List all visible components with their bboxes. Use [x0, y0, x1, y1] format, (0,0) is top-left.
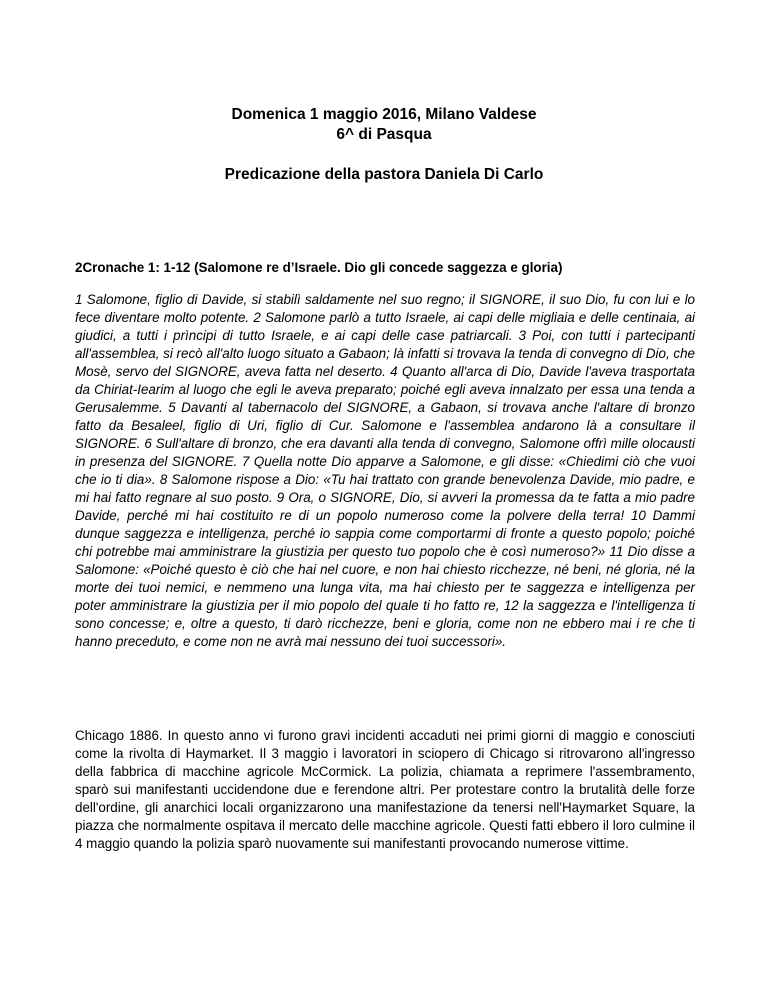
page-subtitle-preacher: Predicazione della pastora Daniela Di Carlo — [224, 166, 544, 183]
sermon-paragraph: Chicago 1886. In questo anno vi furono gravi incidenti accaduti nei primi giorni di maggio e conosciuti come la rivolta di Haymarket. Il 3 maggio i lavoratori in sciopero di Chicago si ritrovarono all'ingresso della fabbrica di macchine agricole McCormick. La polizia, chiamata a reprimere l'assembramento, sparò sui manifestanti uccidendone due e ferendone altri. Per protestare contro la brutalità delle forze dell'ordine, gli anarchici locali organizzarono una manifestazione da tenersi nell'Haymarket Square, la piazza che normalmente ospitava il mercato delle macchine agricole. Questi fatti ebbero il loro culmine il 4 maggio quando la polizia sparò nuovamente sui manifestanti provocando numerose vittime. — [75, 728, 695, 851]
passage-heading: 2Cronache 1: 1-12 (Salomone re d’Israele. Dio gli concede saggezza e gloria) — [75, 260, 563, 275]
page-subtitle-sunday: 6^ di Pasqua — [336, 126, 432, 143]
page-title-date: Domenica 1 maggio 2016, Milano Valdese — [231, 106, 537, 123]
scripture-passage: 1 Salomone, figlio di Davide, si stabilì saldamente nel suo regno; il SIGNORE, il suo Dio, fu con lui e lo fece diventare molto potente. 2 Salomone parlò a tutto Israele, ai capi delle migliaia e delle centinaia, ai giudici, a tutti i prìncipi di tutto Israele, e ai capi delle case patriarcali. 3 Poi, con tutti i partecipanti all'assemblea, si recò all'alto luogo situato a Gabaon; là infatti si trovava la tenda di convegno di Dio, che Mosè, servo del SIGNORE, aveva fatta nel deserto. 4 Quanto all'arca di Dio, Davide l'aveva trasportata da Chiriat-Iearim al luogo che egli le aveva preparato; poiché egli aveva innalzato per essa una tenda a Gerusalemme. 5 Davanti al tabernacolo del SIGNORE, a Gabaon, si trovava anche l'altare di bronzo fatto da Besaleel, figlio di Uri, figlio di Cur. Salomone e l'assemblea andarono là a consultare il SIGNORE. 6 Sull'altare di bronzo, che era davanti alla tenda di convegno, Salomone offrì mille olocausti in presenza del SIGNORE. 7 Quella notte Dio apparve a Salomone, e gli disse: «Chiedimi ciò che vuoi che io ti dia». 8 Salomone rispose a Dio: «Tu hai trattato con grande benevolenza Davide, mio padre, e mi hai fatto regnare al suo posto. 9 Ora, o SIGNORE, Dio, si avveri la promessa da te fatta a mio padre Davide, perché mi hai costituito re di un popolo numeroso come la polvere della terra! 10 Dammi dunque saggezza e intelligenza, perché io sappia come comportarmi di fronte a questo popolo; poiché chi potrebbe mai amministrare la giustizia per questo tuo popolo che è così numeroso?» 11 Dio disse a Salomone: «Poiché questo è ciò che hai nel cuore, e non hai chiesto ricchezze, né beni, né gloria, né la morte dei tuoi nemici, e nemmeno una lunga vita, ma hai chiesto per te saggezza e intelligenza per poter amministrare la giustizia per il mio popolo del quale ti ho fatto re, 12 la saggezza e l'intelligenza ti sono concesse; e, oltre a questo, ti darò ricchezze, beni e gloria, come non ne ebbero mai i re che ti hanno preceduto, e come non ne avrà mai nessuno dei tuoi successori». — [75, 292, 695, 649]
